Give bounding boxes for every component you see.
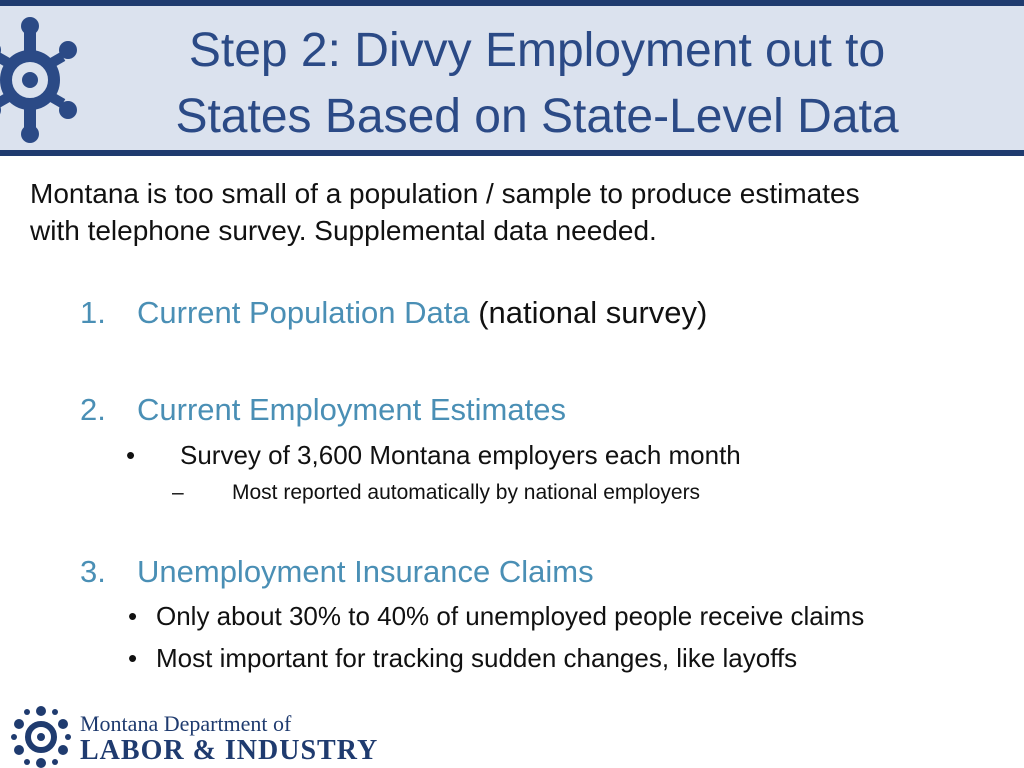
footer-organization-name	[80, 712, 378, 766]
sub-bullet-item	[172, 479, 700, 507]
bullet-item	[126, 439, 741, 471]
bullet-icon: •	[128, 643, 138, 673]
title-line-1: Step 2: Divvy Employment out to	[188, 24, 886, 77]
slide-header	[0, 0, 1024, 156]
bullet-text: Only about 30% to 40% of unemployed people receive claims	[156, 601, 865, 631]
slide-title	[120, 18, 954, 150]
title-line-2: States Based on State-Level Data	[175, 90, 899, 143]
bullet-icon: •	[126, 440, 136, 470]
list-item-title: Current Employment Estimates	[137, 392, 566, 427]
bullet-item	[128, 600, 864, 632]
org-name-line-1: Montana Department of	[80, 711, 292, 736]
footer-logo-icon	[10, 706, 72, 768]
list-item-3	[80, 553, 594, 591]
list-item-title: Unemployment Insurance Claims	[137, 554, 594, 589]
list-item-title: Current Population Data	[137, 295, 470, 330]
bullet-text: Most important for tracking sudden changes, like layoffs	[156, 643, 798, 673]
list-number: 2.	[80, 392, 106, 427]
intro-line-2: with telephone survey. Supplemental data needed.	[30, 215, 657, 246]
bullet-icon: •	[128, 601, 138, 631]
list-number: 3.	[80, 554, 106, 589]
department-logo-icon	[0, 10, 82, 150]
dash-icon: –	[172, 481, 184, 504]
list-item-1	[80, 294, 707, 332]
list-item-2	[80, 391, 566, 429]
sub-bullet-text: Most reported automatically by national employers	[232, 481, 701, 504]
intro-paragraph	[30, 175, 990, 249]
intro-line-1: Montana is too small of a population / sample to produce estimates	[30, 178, 860, 209]
bullet-text: Survey of 3,600 Montana employers each month	[180, 440, 741, 470]
org-name-line-2: LABOR & INDUSTRY	[80, 735, 379, 766]
list-item-suffix: (national survey)	[469, 295, 708, 330]
bullet-item	[128, 642, 797, 674]
list-number: 1.	[80, 295, 106, 330]
